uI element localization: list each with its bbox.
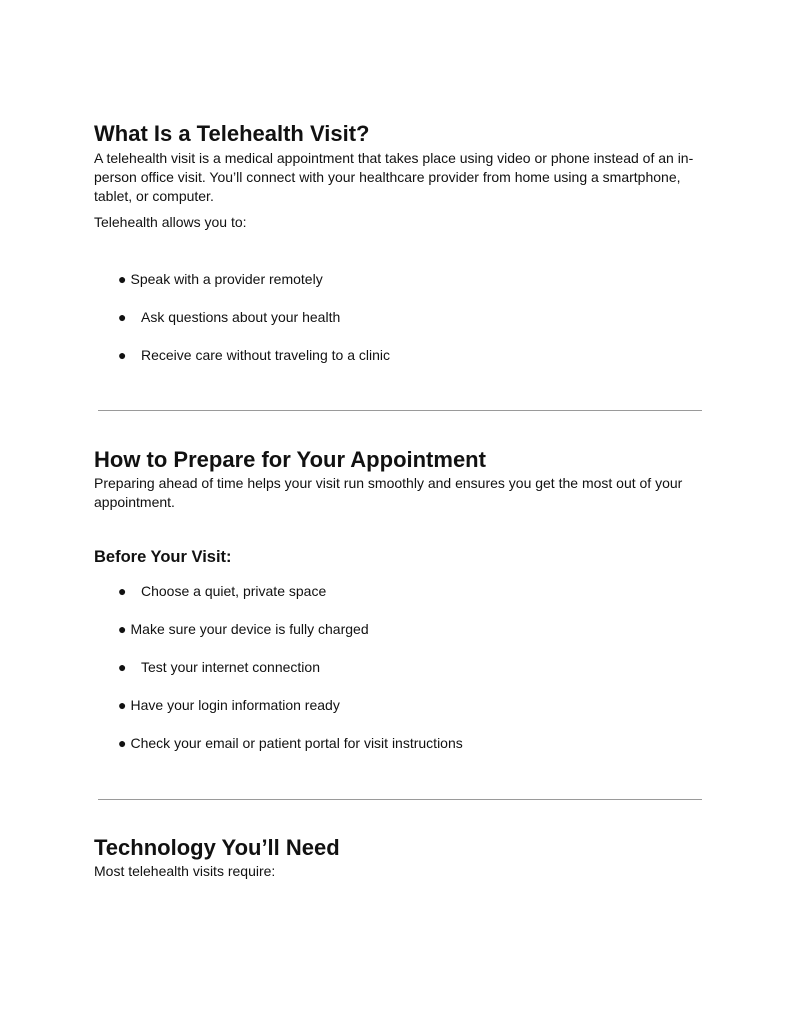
list-item	[118, 696, 340, 715]
paragraph-technology-needed: Most telehealth visits require:	[94, 863, 276, 879]
list-item	[118, 270, 323, 289]
list-item-text: Ask questions about your health	[141, 309, 341, 325]
list-item	[118, 620, 369, 639]
bullet-icon: ●	[118, 621, 127, 637]
bullet-icon: ●	[118, 347, 127, 363]
bullet-icon: ●	[118, 309, 127, 325]
list-item-text: Make sure your device is fully charged	[130, 621, 369, 637]
list-item	[118, 308, 340, 327]
heading-technology-needed: Technology You’ll Need	[94, 835, 340, 860]
list-item-text: Speak with a provider remotely	[130, 271, 323, 287]
list-item	[118, 346, 390, 365]
section-divider	[98, 410, 702, 411]
heading-prepare-appointment: How to Prepare for Your Appointment	[94, 447, 486, 472]
bullet-icon: ●	[118, 659, 127, 675]
list-item	[118, 658, 320, 677]
paragraph-prepare-appointment: Preparing ahead of time helps your visit run smoothly and ensures you get the most out of your appointment.	[94, 475, 683, 510]
intro-telehealth-allows: Telehealth allows you to:	[94, 214, 247, 230]
subheading-before-visit: Before Your Visit:	[94, 548, 232, 566]
list-item-text: Choose a quiet, private space	[141, 583, 327, 599]
list-item	[118, 582, 326, 601]
list-item-text: Have your login information ready	[130, 697, 340, 713]
bullet-icon: ●	[118, 583, 127, 599]
paragraph-what-is-telehealth: A telehealth visit is a medical appointment that takes place using video or phone instead of an in-person office visit. You’ll connect with your healthcare provider from home using a smartphone, tablet, or computer.	[94, 150, 694, 204]
list-item	[118, 734, 463, 753]
section-divider	[98, 799, 702, 800]
list-item-text: Check your email or patient portal for visit instructions	[130, 735, 463, 751]
heading-what-is-telehealth: What Is a Telehealth Visit?	[94, 121, 370, 146]
list-item-text: Receive care without traveling to a clinic	[141, 347, 391, 363]
bullet-icon: ●	[118, 735, 127, 751]
bullet-icon: ●	[118, 271, 127, 287]
list-item-text: Test your internet connection	[141, 659, 320, 675]
bullet-icon: ●	[118, 697, 127, 713]
